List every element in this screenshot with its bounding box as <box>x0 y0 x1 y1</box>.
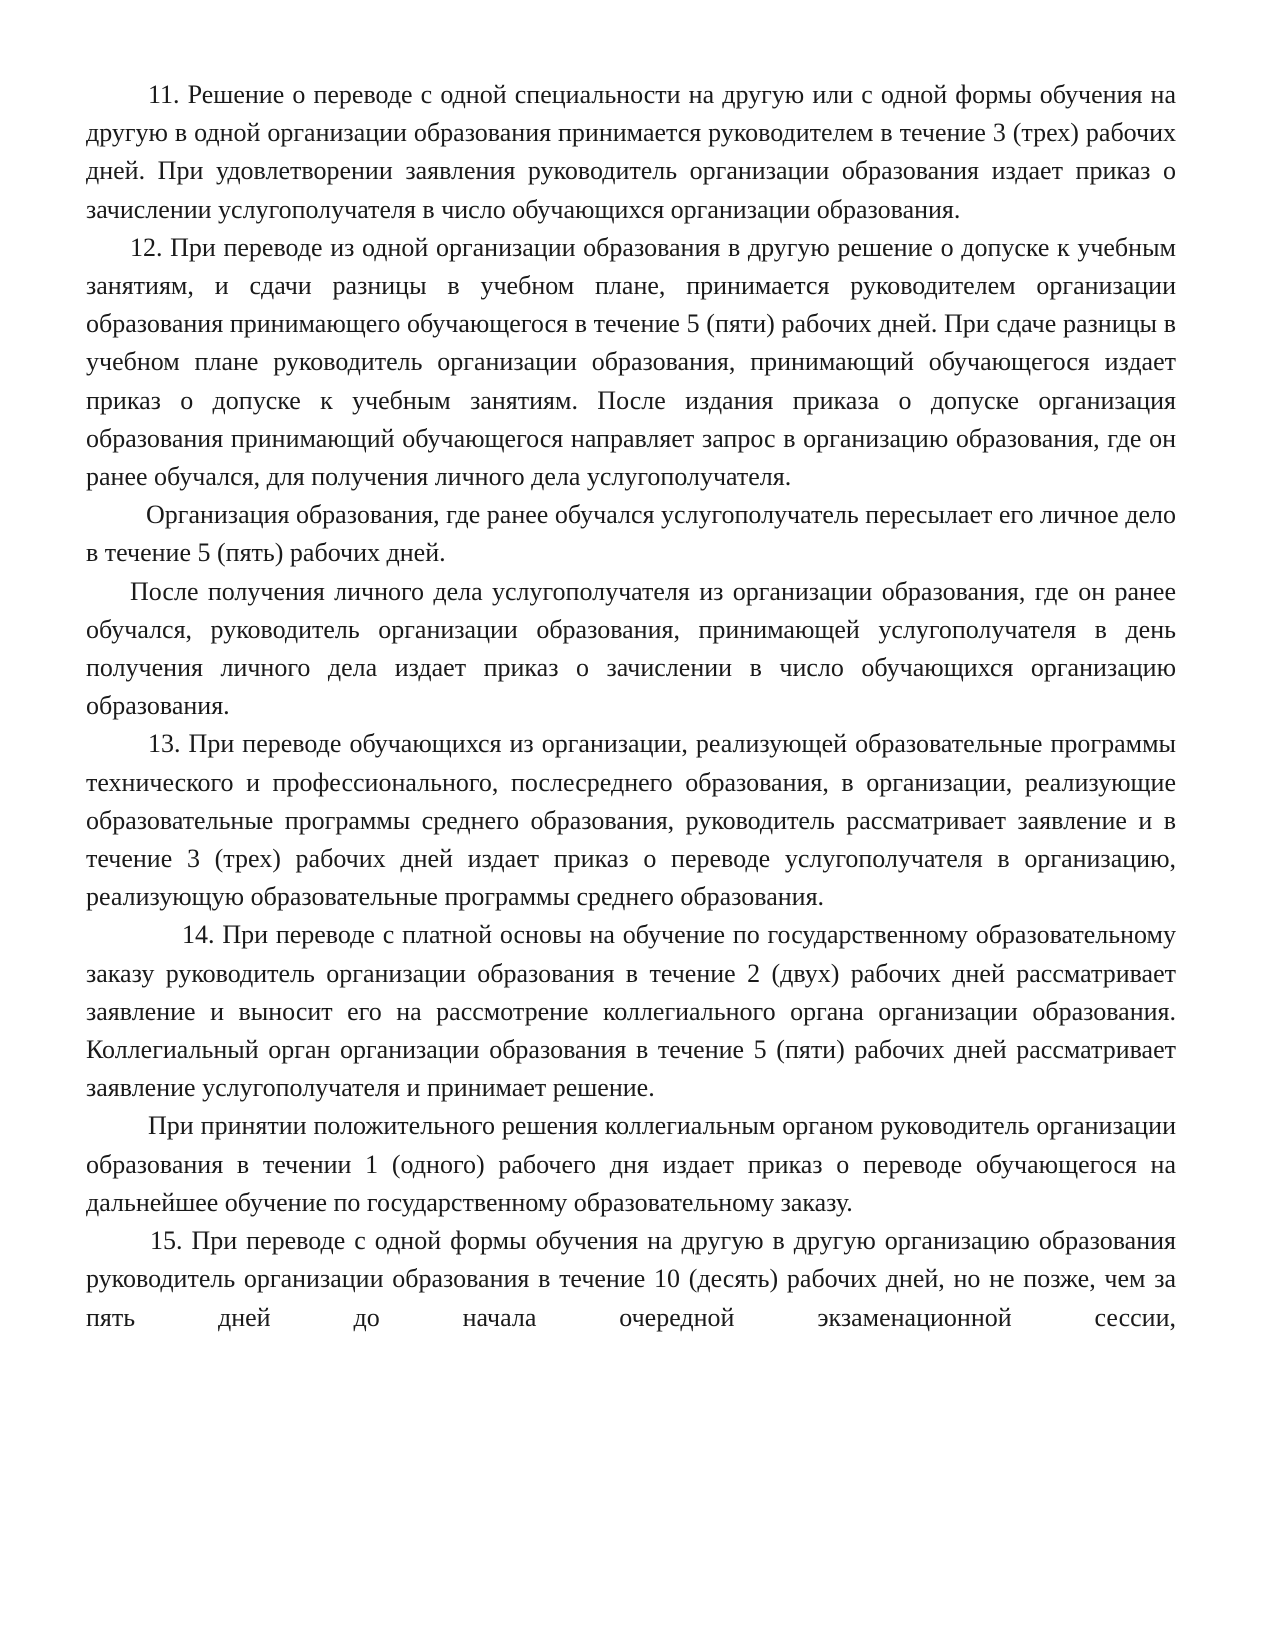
paragraph-13: 13. При переводе обучающихся из организации, реализующей образовательные программы технического и профессионального, послесреднего образования, в организации, реализующие образовательные программы среднего образования, руководитель рассматривает заявление и в течение 3 (трех) рабочих дней издает приказ о переводе услугополучателя в организацию, реализующую образовательные программы среднего образования. <box>86 729 1176 912</box>
paragraph-14: 14. При переводе с платной основы на обучение по государственному образовательному заказу руководитель организации образования в течение 2 (двух) рабочих дней рассматривает заявление и выносит его на рассмотрение коллегиального органа организации образования. Коллегиальный орган организации образования в течение 5 (пяти) рабочих дней рассматривает заявление услугополучателя и принимает решение. <box>86 920 1176 1103</box>
paragraph-12: 12. При переводе из одной организации образования в другую решение о допуске к учебным занятиям, и сдачи разницы в учебном плане, принимается руководителем организации образования принимающего обучающегося в течение 5 (пяти) рабочих дней. При сдаче разницы в учебном плане руководитель организации образования, принимающий обучающегося издает приказ о допуске к учебным занятиям. После издания приказа о допуске организация образования принимающий обучающегося направляет запрос в организацию образования, где он ранее обучался, для получения личного дела услугополучателя. <box>86 232 1176 492</box>
document-page <box>86 76 1176 1337</box>
paragraph-11: 11. Решение о переводе с одной специальности на другую или с одной формы обучения на другую в одной организации образования принимается руководителем в течение 3 (трех) рабочих дней. При удовлетворении заявления руководитель организации образования издает приказ о зачислении услугополучателя в число обучающихся организации образования. <box>86 80 1176 224</box>
paragraph-12-enrollment-order: После получения личного дела услугополучателя из организации образования, где он ранее обучался, руководитель организации образования, принимающей услугополучателя в день получения личного дела издает приказ о зачислении в число обучающихся организацию образования. <box>86 576 1176 721</box>
paragraph-15: 15. При переводе с одной формы обучения на другую в другую организацию образования руководитель организации образования в течение 10 (десять) рабочих дней, но не позже, чем за пять дней до начала очередной экзаменационной сессии, <box>86 1226 1176 1332</box>
paragraph-14-transfer-order: При принятии положительного решения коллегиальным органом руководитель организации образования в течении 1 (одного) рабочего дня издает приказ о переводе обучающегося на дальнейшее обучение по государственному образовательному заказу. <box>86 1111 1176 1217</box>
paragraph-12-personal-file-forwarding: Организация образования, где ранее обучался услугополучатель пересылает его личное дело в течение 5 (пять) рабочих дней. <box>86 500 1176 568</box>
